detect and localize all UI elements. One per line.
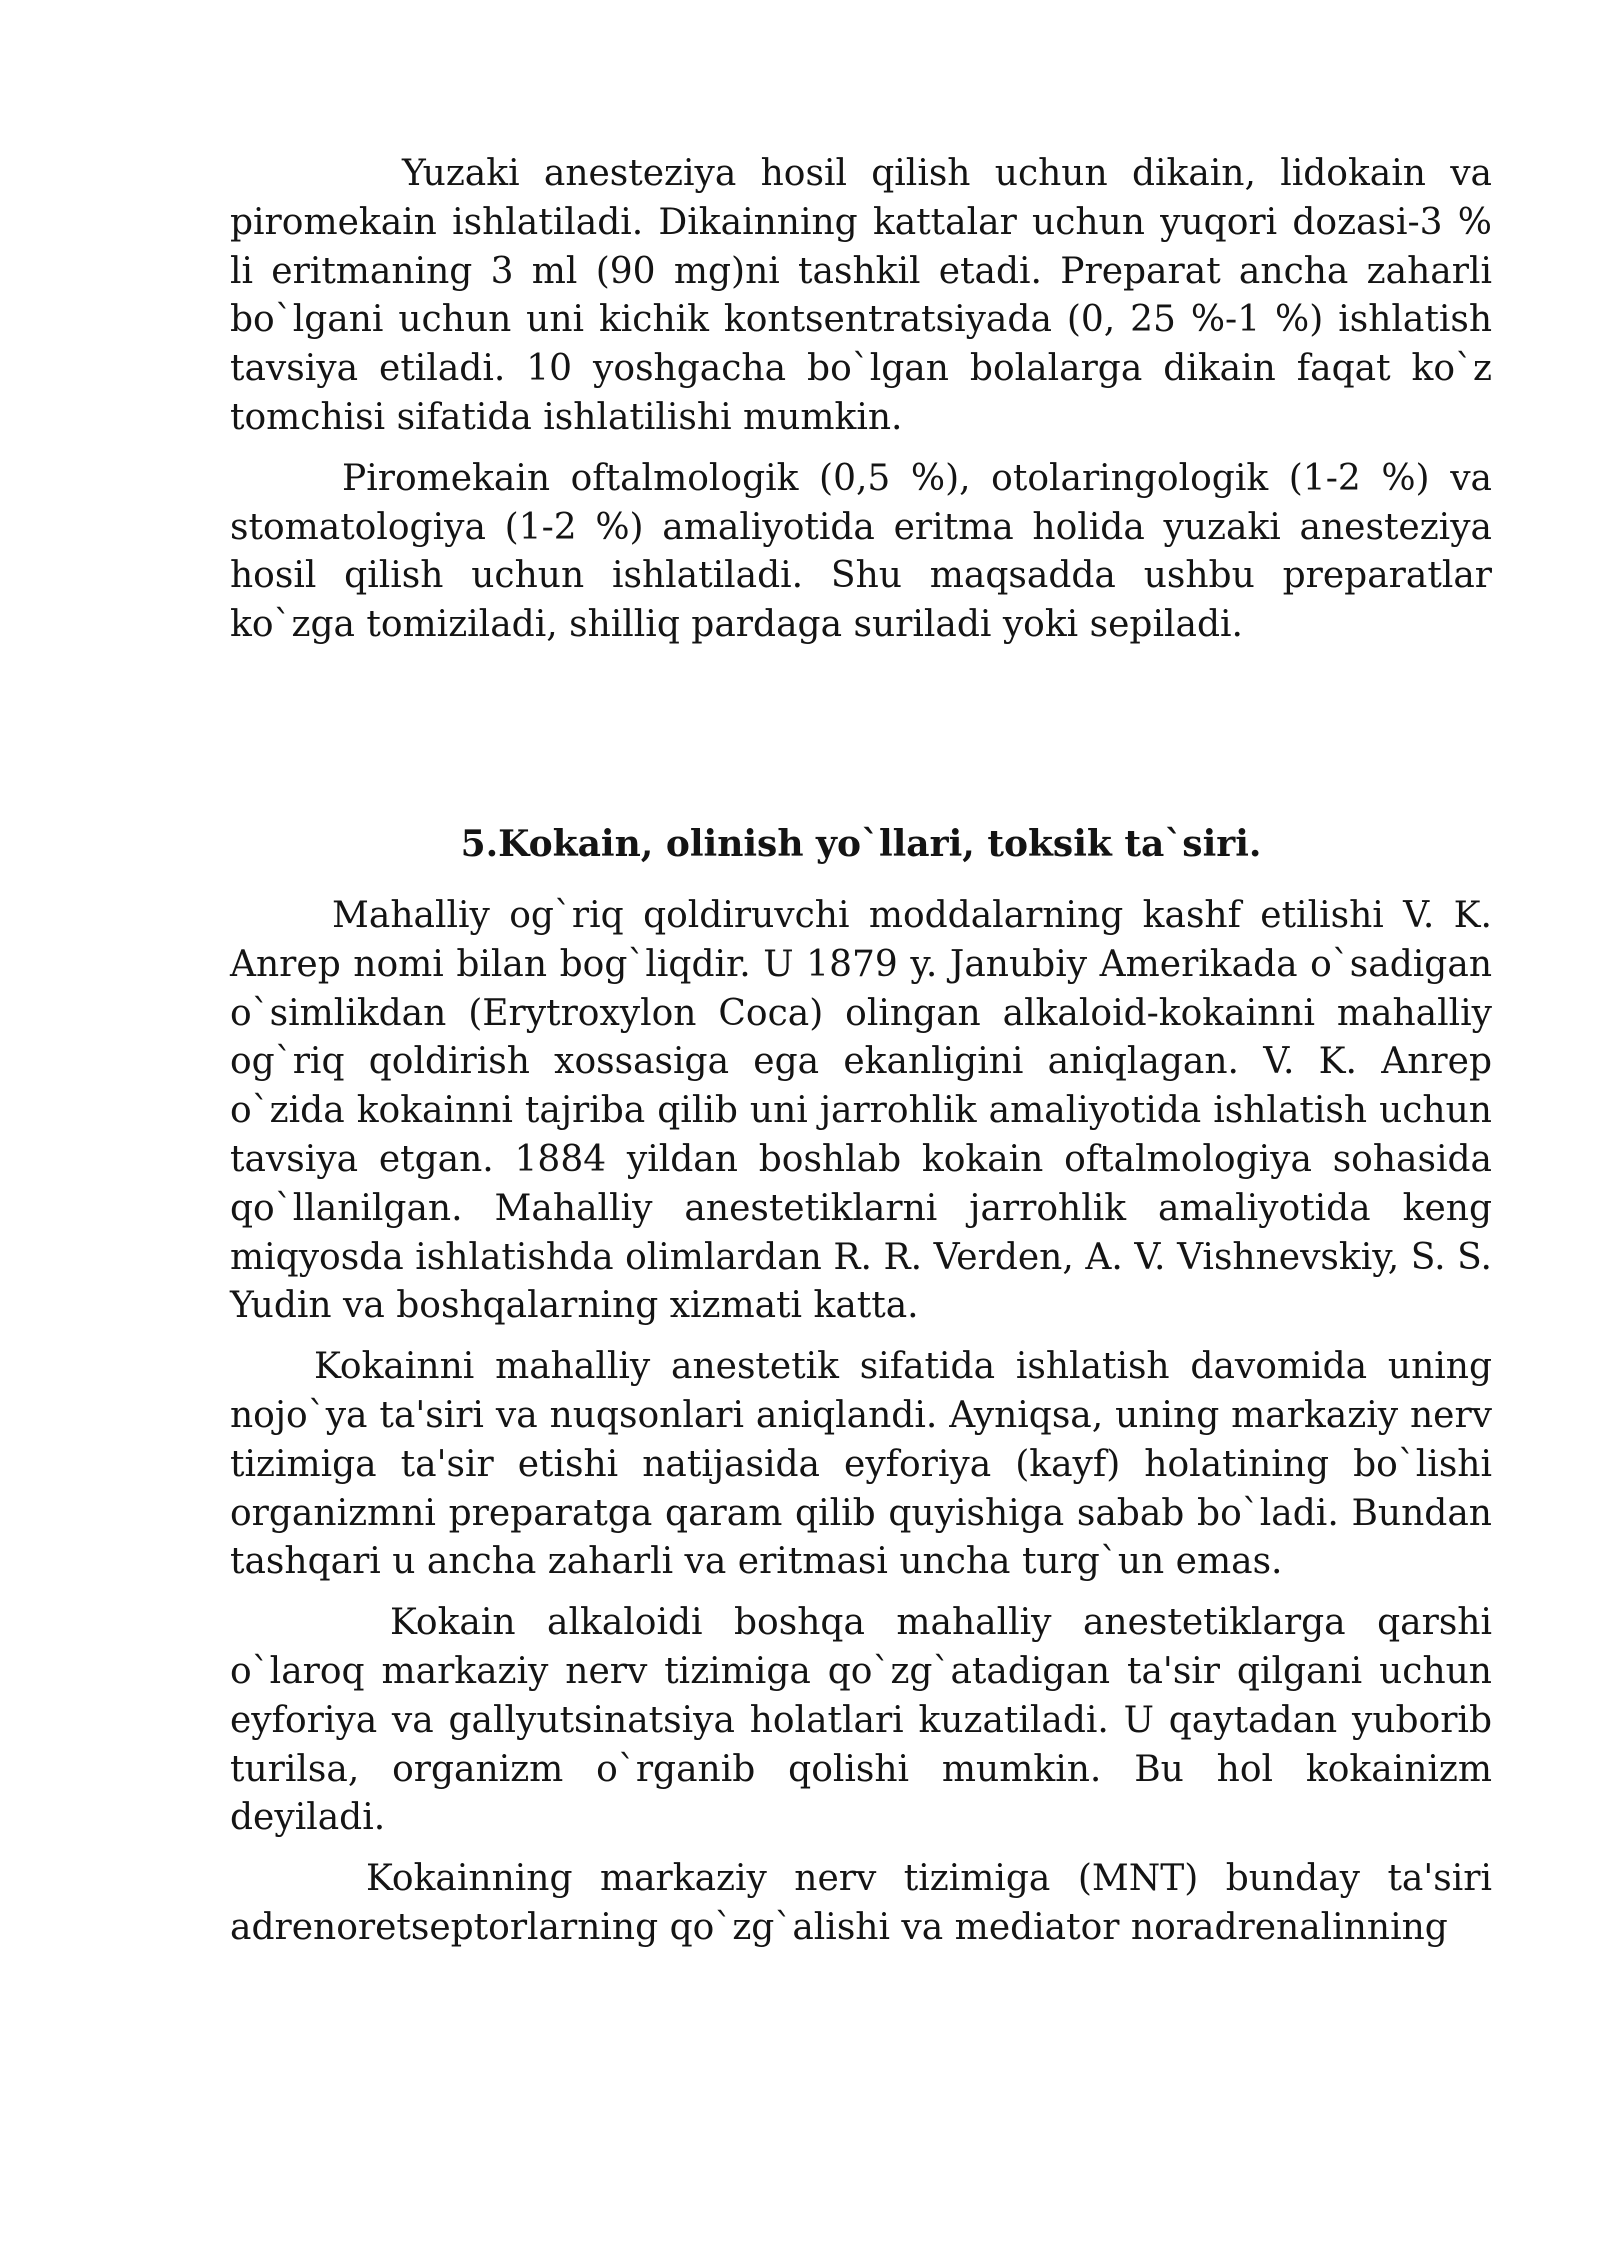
- paragraph-history: Mahalliy og`riq qoldiruvchi moddalarning kashf etilishi V. K. Anrep nomi bilan bog`liqdir. U 1879 y. Janubiy Amerikada o`sadigan o`simlikdan (Erytroxylon Coca) olingan alkaloid-kokainni mahalliy og`riq qoldirish xossasiga ega ekanligini aniqlagan. V. K. Anrep o`zida kokainni tajriba qilib uni jarrohlik amaliyotida ishlatish uchun tavsiya etgan. 1884 yildan boshlab kokain oftalmologiya sohasida qo`llanilgan. Mahalliy anestetiklarni jarrohlik amaliyotida keng miqyosda ishlatishda olimlardan R. R. Verden, A. V. Vishnevskiy, S. S. Yudin va boshqalarning xizmati katta.: [230, 895, 1492, 1327]
- section-text-block: [230, 892, 1492, 1953]
- paragraph-surface-anesthesia: Yuzaki anesteziya hosil qilish uchun dikain, lidokain va piromekain ishlatiladi. Dikainning kattalar uchun yuqori dozasi-3 % li eritmaning 3 ml (90 mg)ni tashkil etadi. Preparat ancha zaharli bo`lgani uchun uni kichik kontsentratsiyada (0, 25 %-1 %) ishlatish tavsiya etiladi. 10 yoshgacha bo`lgan bolalarga dikain faqat ko`z tomchisi sifatida ishlatilishi mumkin.: [230, 153, 1492, 438]
- paragraph-piromekain: Piromekain oftalmologik (0,5 %), otolaringologik (1-2 %) va stomatologiya (1-2 %) amaliyotida eritma holida yuzaki anesteziya hosil qilish uchun ishlatiladi. Shu maqsadda ushbu preparatlar ko`zga tomiziladi, shilliq pardaga suriladi yoki sepiladi.: [230, 457, 1492, 646]
- intro-text-block: [230, 150, 1492, 650]
- section-heading: 5.Kokain, olinish yo`llari, toksik ta`siri.: [460, 823, 1262, 865]
- paragraph-cocainism: Kokain alkaloidi boshqa mahalliy anestetiklarga qarshi o`laroq markaziy nerv tizimiga qo`zg`atadigan ta'sir qilgani uchun eyforiya va gallyutsinatsiya holatlari kuzatiladi. U qaytadan yuborib turilsa, organizm o`rganib qolishi mumkin. Bu hol kokainizm deyiladi.: [230, 1602, 1492, 1839]
- paragraph-side-effects: Kokainni mahalliy anestetik sifatida ishlatish davomida uning nojo`ya ta'siri va nuqsonlari aniqlandi. Ayniqsa, uning markaziy nerv tizimiga ta'sir etishi natijasida eyforiya (kayf) holatining bo`lishi organizmni preparatga qaram qilib quyishiga sabab bo`ladi. Bundan tashqari u ancha zaharli va eritmasi uncha turg`un emas.: [230, 1346, 1492, 1583]
- paragraph-cns-effect: Kokainning markaziy nerv tizimiga (MNT) bunday ta'siri adrenoretseptorlarning qo`zg`alishi va mediator noradrenalinning: [230, 1858, 1492, 1948]
